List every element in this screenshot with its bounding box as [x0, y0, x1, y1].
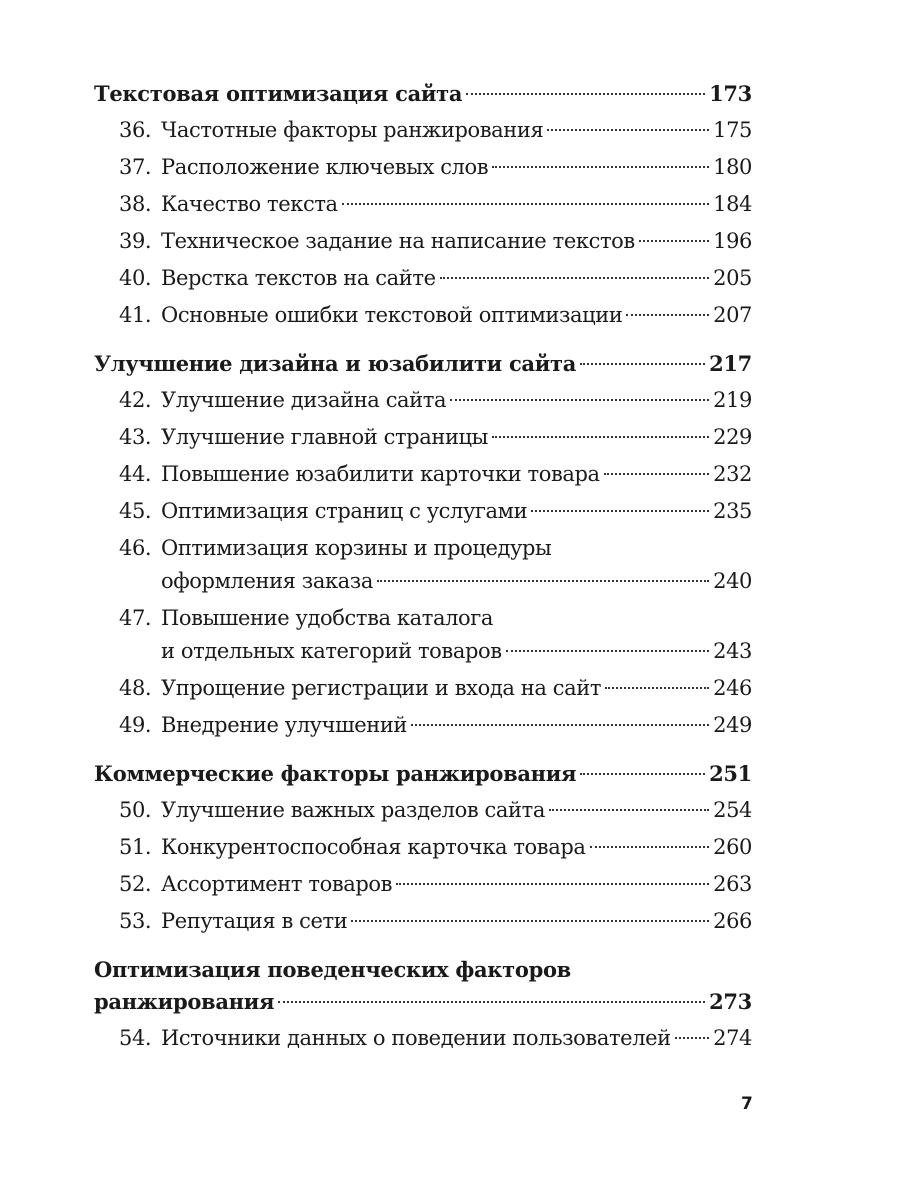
entry-page: 180	[713, 155, 752, 179]
entry-page: 254	[713, 798, 752, 822]
dot-leader	[351, 920, 709, 922]
toc-entry[interactable]	[94, 1022, 752, 1059]
entry-page: 274	[713, 1026, 752, 1050]
entry-title: Расположение ключевых слов	[161, 155, 489, 179]
entry-page: 219	[713, 388, 752, 412]
entry-title: Техническое задание на написание текстов	[161, 229, 635, 253]
entry-title: Улучшение важных разделов сайта	[161, 798, 545, 822]
entry-title: Внедрение улучшений	[161, 713, 408, 737]
section-page: 173	[709, 81, 752, 106]
dot-leader	[411, 724, 709, 726]
entry-title: Верстка текстов на сайте	[161, 266, 436, 290]
entry-page: 175	[713, 118, 752, 142]
entry-title: Репутация в сети	[161, 909, 348, 933]
dot-leader	[506, 650, 709, 652]
toc-entry[interactable]	[94, 384, 752, 421]
entry-number: 45.	[119, 499, 152, 523]
toc-entry[interactable]	[94, 495, 752, 532]
entry-title: Улучшение главной страницы	[161, 425, 488, 449]
dot-leader	[590, 846, 710, 848]
dot-leader	[342, 203, 709, 205]
entry-title: Качество текста	[161, 192, 338, 216]
entry-page: 196	[713, 229, 752, 253]
dot-leader	[549, 809, 709, 811]
dot-leader	[675, 1037, 709, 1039]
toc-entry[interactable]	[94, 114, 752, 151]
entry-number: 53.	[119, 909, 152, 933]
dot-leader	[547, 129, 709, 131]
entry-number: 40.	[119, 266, 152, 290]
entry-page: 260	[713, 835, 752, 859]
dot-leader	[580, 363, 705, 365]
entry-page: 229	[713, 425, 752, 449]
entry-title: Ассортимент товаров	[161, 872, 393, 896]
toc-entry[interactable]	[94, 905, 752, 942]
section-page: 251	[709, 761, 752, 786]
toc-entry[interactable]	[94, 188, 752, 225]
entry-number: 42.	[119, 388, 152, 412]
entry-title-line2: и отдельных категорий товаров	[161, 639, 502, 663]
section-heading[interactable]	[94, 954, 752, 1022]
dot-leader	[604, 473, 709, 475]
dot-leader	[440, 277, 710, 279]
entry-page: 240	[713, 569, 752, 593]
entry-page: 184	[713, 192, 752, 216]
toc-section	[94, 954, 752, 1059]
entry-title: Упрощение регистрации и входа на сайт	[161, 676, 602, 700]
table-of-contents	[94, 78, 752, 1071]
toc-entry[interactable]	[94, 602, 752, 667]
entry-page: 205	[713, 266, 752, 290]
entry-number: 47.	[119, 606, 152, 630]
dot-leader	[639, 240, 709, 242]
dot-leader	[492, 166, 709, 168]
section-page: 273	[709, 989, 752, 1014]
entry-number: 48.	[119, 676, 152, 700]
entry-page: 243	[713, 639, 752, 663]
toc-entry[interactable]	[94, 151, 752, 188]
toc-entry[interactable]	[94, 299, 752, 336]
section-title: Коммерческие факторы ранжирования	[94, 761, 577, 786]
entry-title-line2: оформления заказа	[161, 569, 373, 593]
entry-page: 246	[713, 676, 752, 700]
dot-leader	[466, 93, 705, 95]
page-number: 7	[741, 1094, 753, 1114]
section-heading[interactable]	[94, 348, 752, 384]
entry-title-line1: Оптимизация корзины и процедуры	[161, 536, 552, 560]
entry-title: Частотные факторы ранжирования	[161, 118, 544, 142]
toc-entry[interactable]	[94, 672, 752, 709]
dot-leader	[605, 687, 709, 689]
toc-entry[interactable]	[94, 868, 752, 905]
dot-leader	[377, 580, 709, 582]
entry-page: 266	[713, 909, 752, 933]
toc-section	[94, 758, 752, 942]
section-title-line2: ранжирования	[94, 989, 275, 1014]
entry-title: Оптимизация страниц с услугами	[161, 499, 528, 523]
toc-entry[interactable]	[94, 421, 752, 458]
dot-leader	[580, 773, 705, 775]
dot-leader	[492, 436, 709, 438]
toc-entry[interactable]	[94, 831, 752, 868]
section-page: 217	[709, 351, 752, 376]
entry-page: 232	[713, 462, 752, 486]
entry-page: 235	[713, 499, 752, 523]
section-title: Текстовая оптимизация сайта	[94, 81, 463, 106]
entry-page: 207	[713, 303, 752, 327]
entry-title-line1: Повышение удобства каталога	[161, 606, 493, 630]
entry-number: 39.	[119, 229, 152, 253]
entry-number: 46.	[119, 536, 152, 560]
entry-number: 36.	[119, 118, 152, 142]
entry-title: Источники данных о поведении пользователей	[161, 1026, 671, 1050]
toc-entry[interactable]	[94, 709, 752, 746]
toc-entry[interactable]	[94, 458, 752, 495]
section-heading[interactable]	[94, 758, 752, 794]
toc-section	[94, 78, 752, 336]
entry-title: Конкурентоспособная карточка товара	[161, 835, 586, 859]
entry-number: 43.	[119, 425, 152, 449]
entry-number: 51.	[119, 835, 152, 859]
dot-leader	[450, 399, 709, 401]
entry-title: Улучшение дизайна сайта	[161, 388, 447, 412]
entry-number: 54.	[119, 1026, 152, 1050]
section-heading[interactable]	[94, 78, 752, 114]
toc-section	[94, 348, 752, 746]
entry-number: 44.	[119, 462, 152, 486]
dot-leader	[396, 883, 709, 885]
toc-entry[interactable]	[94, 225, 752, 262]
entry-number: 52.	[119, 872, 152, 896]
entry-page: 249	[713, 713, 752, 737]
section-title: Улучшение дизайна и юзабилити сайта	[94, 351, 577, 376]
dot-leader	[531, 510, 709, 512]
entry-number: 49.	[119, 713, 152, 737]
dot-leader	[626, 314, 709, 316]
entry-title: Основные ошибки текстовой оптимизации	[161, 303, 623, 327]
dot-leader	[278, 1001, 705, 1003]
toc-entry[interactable]	[94, 794, 752, 831]
entry-number: 41.	[119, 303, 152, 327]
toc-entry[interactable]	[94, 262, 752, 299]
toc-entry[interactable]	[94, 532, 752, 597]
entry-number: 37.	[119, 155, 152, 179]
entry-number: 50.	[119, 798, 152, 822]
section-title-line1: Оптимизация поведенческих факторов	[94, 957, 571, 982]
entry-title: Повышение юзабилити карточки товара	[161, 462, 600, 486]
entry-number: 38.	[119, 192, 152, 216]
entry-page: 263	[713, 872, 752, 896]
